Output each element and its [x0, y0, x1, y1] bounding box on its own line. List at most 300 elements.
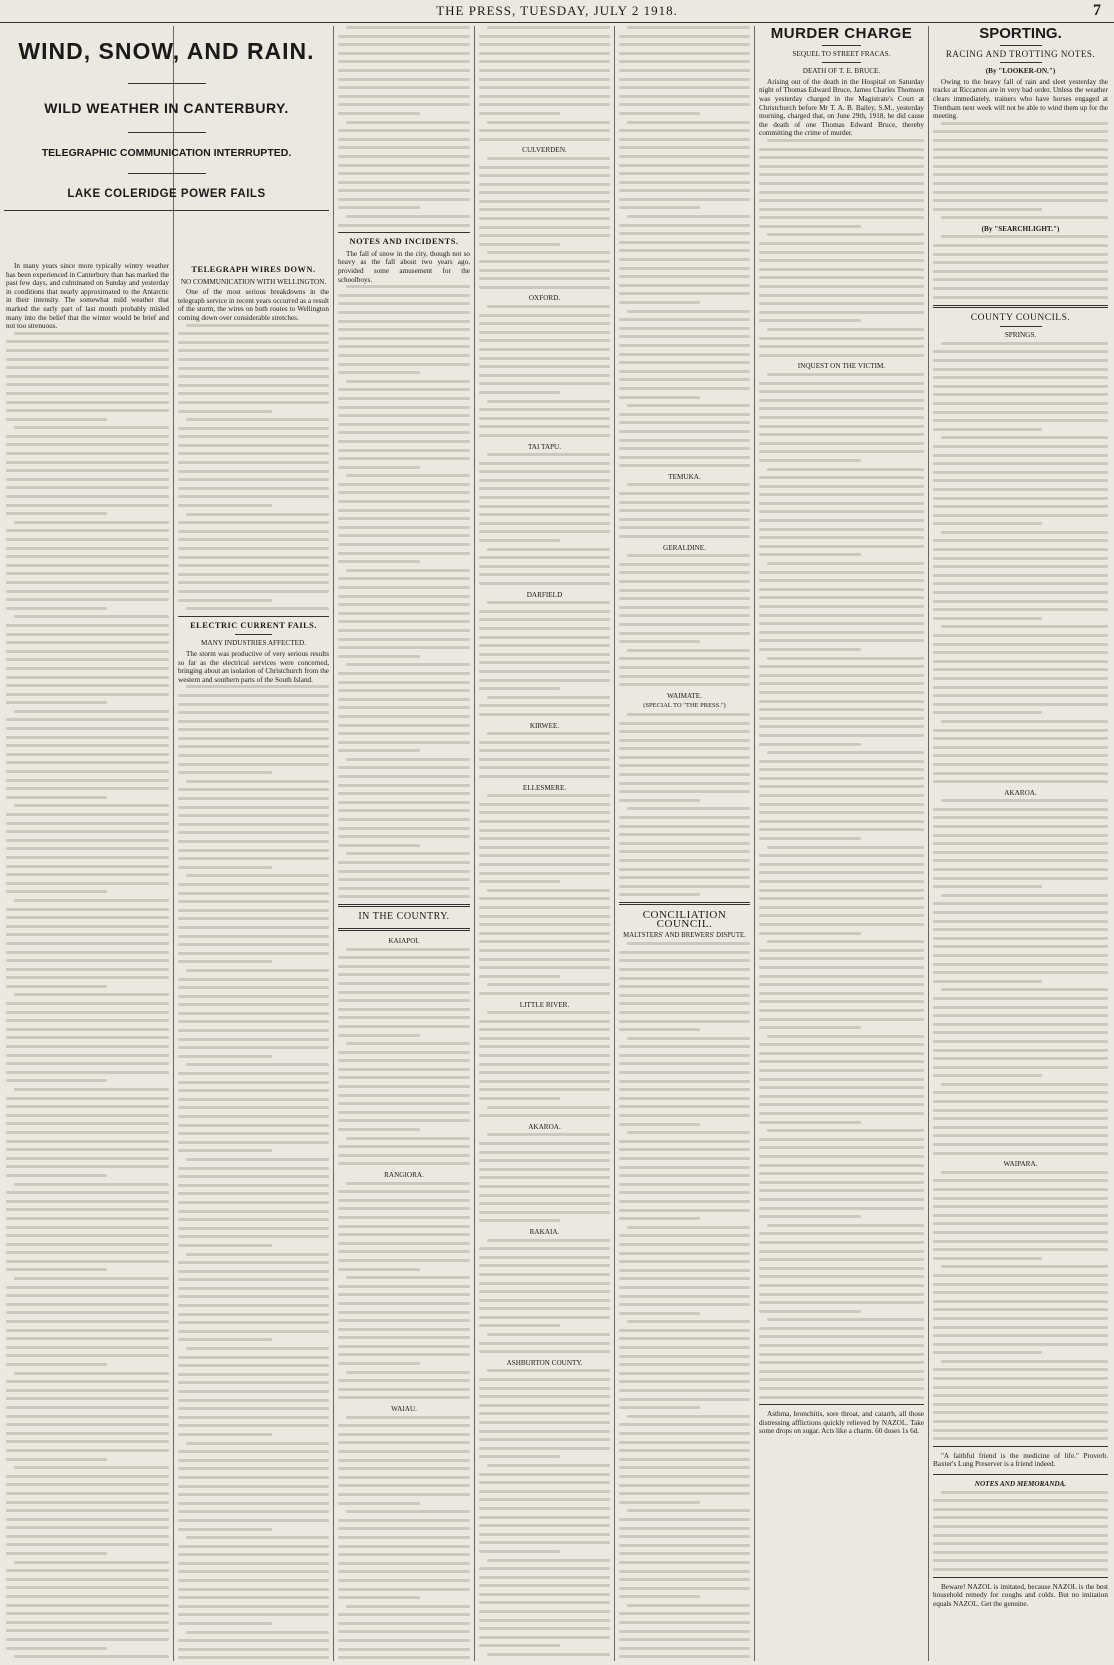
text-line: [6, 1157, 169, 1160]
text-line: [619, 146, 750, 149]
text-line: [6, 951, 169, 954]
text-line: [933, 1568, 1108, 1571]
text-line: [759, 906, 924, 909]
text-line: [479, 1282, 610, 1285]
text-line: [479, 880, 560, 883]
text-line: [479, 1071, 610, 1074]
text-line: [759, 1112, 924, 1115]
text-line: [933, 419, 1108, 422]
text-line: [479, 191, 610, 194]
text-line: [346, 1605, 470, 1608]
text-line: [338, 1433, 470, 1436]
text-line: [759, 588, 924, 591]
place-heading: ELLESMERE.: [522, 783, 567, 792]
text-line: [6, 469, 169, 472]
text-line: [619, 589, 750, 592]
text-line: [941, 894, 1108, 897]
text-line: [178, 1020, 329, 1023]
text-line: [759, 605, 924, 608]
text-line: [759, 1018, 924, 1021]
text-line: [6, 968, 169, 971]
article-body-text: [479, 732, 610, 778]
text-line: [627, 1131, 750, 1134]
text-line: [759, 1232, 924, 1235]
text-line: [619, 387, 750, 390]
text-line: [933, 1343, 1108, 1346]
text-line: [479, 1619, 610, 1622]
text-line: [6, 933, 169, 936]
text-line: [338, 1519, 470, 1522]
text-line: [759, 837, 861, 840]
text-line: [338, 973, 470, 976]
text-line: [338, 809, 470, 812]
text-line: [619, 790, 750, 793]
text-line: [6, 478, 169, 481]
text-line: [479, 1114, 610, 1117]
text-line: [14, 521, 169, 524]
text-line: [14, 710, 169, 713]
text-line: [338, 629, 470, 632]
place-heading: ASHBURTON COUNTY.: [506, 1358, 583, 1367]
text-line: [338, 1553, 470, 1556]
text-line: [619, 842, 750, 845]
text-line: [338, 534, 470, 537]
text-line: [178, 410, 272, 413]
text-line: [627, 807, 750, 810]
text-line: [178, 763, 329, 766]
text-line: [479, 1473, 610, 1476]
text-line: [479, 95, 610, 98]
text-line: [178, 711, 329, 714]
text-line: [759, 251, 924, 254]
text-line: [479, 556, 610, 559]
text-line: [178, 1502, 329, 1505]
text-line: [619, 1157, 750, 1160]
text-line: [178, 599, 272, 602]
article-body-text: [338, 948, 470, 1166]
article-body-text: [933, 235, 1108, 298]
text-line: [627, 1415, 750, 1418]
text-line: [487, 1559, 610, 1562]
text-line: [338, 52, 470, 55]
divider: [759, 1404, 924, 1405]
text-line: [619, 580, 750, 583]
text-line: [619, 275, 750, 278]
text-line: [479, 1438, 610, 1441]
text-line: [759, 528, 924, 531]
text-line: [759, 156, 924, 159]
text-line: [933, 643, 1108, 646]
text-line: [6, 1165, 169, 1168]
text-line: [338, 1008, 470, 1011]
text-line: [619, 1621, 750, 1624]
text-line: [941, 342, 1108, 345]
text-line: [619, 78, 750, 81]
masthead: [0, 0, 1114, 23]
text-line: [759, 708, 924, 711]
text-line: [759, 785, 924, 788]
text-line: [338, 784, 470, 787]
text-line: [479, 374, 610, 377]
text-line: [759, 1396, 924, 1399]
text-line: [178, 1235, 329, 1238]
text-line: [338, 870, 470, 873]
column-5: [619, 26, 750, 1661]
text-line: [933, 772, 1108, 775]
text-line: [6, 822, 169, 825]
text-line: [933, 763, 1108, 766]
text-line: [933, 253, 1108, 256]
text-line: [759, 639, 924, 642]
text-line: [6, 1286, 169, 1289]
text-line: [6, 435, 169, 438]
text-line: [759, 148, 924, 151]
text-line: [346, 569, 470, 572]
text-line: [178, 1613, 329, 1616]
text-line: [619, 327, 750, 330]
text-line: [338, 1225, 470, 1228]
text-line: [479, 1395, 610, 1398]
text-line: [759, 966, 924, 969]
text-line: [933, 479, 1108, 482]
text-line: [933, 139, 1108, 142]
text-line: [619, 370, 750, 373]
text-line: [487, 1464, 610, 1467]
text-line: [941, 1491, 1108, 1494]
text-line: [338, 440, 470, 443]
text-line: [619, 1518, 750, 1521]
text-line: [759, 957, 924, 960]
text-line: [338, 302, 470, 305]
text-line: [186, 418, 329, 421]
text-line: [619, 959, 750, 962]
text-line: [338, 129, 470, 132]
text-line: [619, 1492, 750, 1495]
text-line: [338, 320, 470, 323]
text-line: [338, 560, 420, 563]
text-line: [6, 1260, 169, 1263]
text-line: [759, 302, 924, 305]
text-line: [487, 305, 610, 308]
text-line: [346, 1510, 470, 1513]
text-line: [178, 849, 329, 852]
text-line: [479, 975, 560, 978]
column-rule: [754, 26, 755, 1661]
text-line: [6, 504, 169, 507]
text-line: [479, 417, 610, 420]
text-line: [178, 840, 329, 843]
text-line: [933, 173, 1108, 176]
text-line: [619, 683, 750, 686]
article-body-text: [619, 554, 750, 686]
text-line: [933, 261, 1108, 264]
text-line: [338, 1119, 470, 1122]
text-line: [338, 1396, 470, 1399]
text-line: [479, 1054, 610, 1057]
text-line: [178, 495, 329, 498]
section-heading: COUNTY COUNCILS.: [970, 312, 1071, 323]
masthead-title: THE PRESS, TUESDAY, JULY 2 1918.: [436, 3, 678, 18]
text-line: [338, 155, 470, 158]
text-line: [933, 296, 1108, 299]
text-line: [479, 1430, 610, 1433]
text-line: [479, 112, 560, 115]
text-line: [487, 696, 610, 699]
text-line: [338, 328, 470, 331]
text-line: [487, 1369, 610, 1372]
text-line: [619, 241, 750, 244]
text-line: [619, 1295, 750, 1298]
text-line: [178, 892, 329, 895]
text-line: [767, 657, 924, 660]
text-line: [6, 753, 169, 756]
text-line: [933, 1179, 1108, 1182]
text-line: [933, 1109, 1108, 1112]
text-line: [759, 1172, 924, 1175]
text-line: [178, 1424, 329, 1427]
text-line: [178, 814, 329, 817]
text-line: [178, 1244, 272, 1247]
place-heading: AKAROA.: [1004, 788, 1037, 797]
text-line: [619, 1269, 750, 1272]
text-line: [479, 1516, 610, 1519]
text-line: [6, 1638, 169, 1641]
text-line: [178, 1545, 329, 1548]
text-line: [759, 1060, 924, 1063]
place-heading: CULVERDEN.: [522, 146, 567, 155]
text-line: [619, 1570, 750, 1573]
text-line: [6, 1079, 107, 1082]
text-line: [14, 332, 169, 335]
place-heading: KIRWEE.: [529, 721, 560, 730]
special-credit: (SPECIAL TO "THE PRESS."): [643, 702, 726, 710]
text-line: [933, 1126, 1108, 1129]
place-heading: TEMUKA.: [668, 472, 701, 481]
text-line: [338, 1145, 470, 1148]
section-heading: RACING AND TROTTING NOTES.: [945, 48, 1096, 59]
text-line: [759, 880, 924, 883]
divider: [933, 305, 1108, 308]
text-line: [619, 1062, 750, 1065]
text-line: [338, 1502, 420, 1505]
text-line: [338, 1484, 470, 1487]
text-line: [6, 796, 107, 799]
text-line: [941, 625, 1108, 628]
text-line: [479, 1211, 610, 1214]
text-line: [6, 1397, 169, 1400]
text-line: [338, 1311, 470, 1314]
text-line: [178, 1132, 329, 1135]
text-line: [479, 741, 610, 744]
text-line: [6, 486, 169, 489]
text-line: [479, 863, 610, 866]
text-line: [941, 436, 1108, 439]
section-subheading: SEQUEL TO STREET FRACAS.: [792, 49, 891, 58]
text-line: [933, 877, 1108, 880]
article-body-text: [759, 139, 924, 357]
text-line: [619, 825, 750, 828]
text-line: [619, 155, 750, 158]
text-line: [933, 686, 1108, 689]
text-line: [6, 1458, 107, 1461]
text-line: [338, 655, 420, 658]
text-line: [6, 718, 169, 721]
text-line: [487, 1133, 610, 1136]
text-line: [479, 1481, 610, 1484]
text-line: [178, 1270, 329, 1273]
text-line: [338, 1328, 470, 1331]
text-line: [338, 1493, 470, 1496]
text-line: [479, 1576, 610, 1579]
text-line: [6, 1320, 169, 1323]
text-line: [767, 328, 924, 331]
text-line: [178, 1124, 329, 1127]
text-line: [759, 425, 924, 428]
article-body-text: [933, 1171, 1108, 1440]
text-line: [6, 676, 169, 679]
text-line: [178, 504, 272, 507]
text-line: [178, 452, 329, 455]
text-line: [338, 577, 470, 580]
text-line: [759, 1258, 924, 1261]
text-line: [759, 923, 924, 926]
text-line: [338, 509, 470, 512]
text-line: [479, 1168, 610, 1171]
text-line: [346, 1042, 470, 1045]
text-line: [178, 1390, 329, 1393]
text-line: [759, 734, 924, 737]
column-rule: [928, 26, 929, 1661]
text-line: [6, 1604, 169, 1607]
text-line: [933, 1420, 1108, 1423]
text-line: [619, 1260, 750, 1263]
text-line: [6, 1174, 107, 1177]
text-line: [178, 1656, 329, 1659]
text-line: [619, 492, 750, 495]
text-line: [6, 512, 107, 515]
text-line: [933, 1222, 1108, 1225]
text-line: [759, 433, 924, 436]
text-line: [767, 1224, 924, 1227]
text-line: [346, 215, 470, 218]
text-line: [933, 1205, 1108, 1208]
text-line: [619, 747, 750, 750]
text-line: [6, 590, 169, 593]
text-line: [479, 530, 610, 533]
text-line: [619, 1191, 750, 1194]
text-line: [346, 758, 470, 761]
text-line: [178, 332, 329, 335]
text-line: [487, 601, 610, 604]
text-line: [933, 376, 1108, 379]
text-line: [479, 479, 610, 482]
article-body-text: [479, 453, 610, 585]
text-line: [186, 1158, 329, 1161]
text-line: [338, 1102, 470, 1105]
text-line: [619, 675, 750, 678]
text-line: [338, 1085, 470, 1088]
text-line: [619, 164, 750, 167]
text-line: [619, 501, 750, 504]
text-line: [178, 1596, 329, 1599]
text-line: [619, 1346, 750, 1349]
text-line: [479, 129, 610, 132]
text-line: [941, 1083, 1108, 1086]
text-line: [338, 1293, 470, 1296]
text-line: [933, 954, 1108, 957]
text-line: [338, 526, 470, 529]
text-line: [338, 715, 470, 718]
text-line: [933, 359, 1108, 362]
text-line: [479, 234, 610, 237]
text-line: [941, 988, 1108, 991]
text-line: [619, 112, 700, 115]
text-line: [479, 1524, 610, 1527]
text-line: [14, 426, 169, 429]
text-line: [759, 1138, 924, 1141]
text-line: [619, 1630, 750, 1633]
text-line: [933, 445, 1108, 448]
column-3: [338, 26, 470, 1661]
text-line: [759, 863, 924, 866]
text-line: [767, 468, 924, 471]
text-line: [6, 1122, 169, 1125]
article-body-text: [178, 324, 329, 611]
headline-secondary: WILD WEATHER IN CANTERBURY.: [44, 100, 289, 116]
article-body-text: [479, 1133, 610, 1222]
text-line: [933, 1134, 1108, 1137]
text-line: [6, 1552, 107, 1555]
text-line: [6, 779, 169, 782]
text-line: [759, 536, 924, 539]
text-line: [6, 1647, 107, 1650]
text-line: [627, 215, 750, 218]
text-line: [479, 906, 610, 909]
text-line: [479, 1498, 610, 1501]
text-line: [338, 766, 470, 769]
text-line: [178, 986, 329, 989]
text-line: [479, 1020, 610, 1023]
text-line: [933, 1152, 1108, 1155]
text-line: [338, 1025, 470, 1028]
article-body-text: [6, 332, 169, 1661]
text-line: [759, 485, 924, 488]
text-line: [759, 165, 924, 168]
text-line: [479, 35, 610, 38]
byline: (By "LOOKER-ON."): [985, 67, 1056, 76]
text-line: [479, 513, 610, 516]
text-line: [933, 937, 1108, 940]
text-line: [6, 736, 169, 739]
text-line: [479, 610, 610, 613]
text-line: [759, 1198, 924, 1201]
text-line: [619, 1028, 700, 1031]
text-line: [933, 1014, 1108, 1017]
text-line: [933, 754, 1108, 757]
text-line: [479, 1636, 610, 1639]
divider: [822, 45, 862, 46]
text-line: [619, 1544, 750, 1547]
text-line: [933, 608, 1108, 611]
text-line: [6, 375, 169, 378]
text-line: [178, 1588, 329, 1591]
text-line: [338, 1536, 470, 1539]
text-line: [338, 1588, 470, 1591]
text-line: [759, 382, 924, 385]
text-line: [933, 1394, 1108, 1397]
text-line: [346, 1137, 470, 1140]
text-line: [941, 1265, 1108, 1268]
